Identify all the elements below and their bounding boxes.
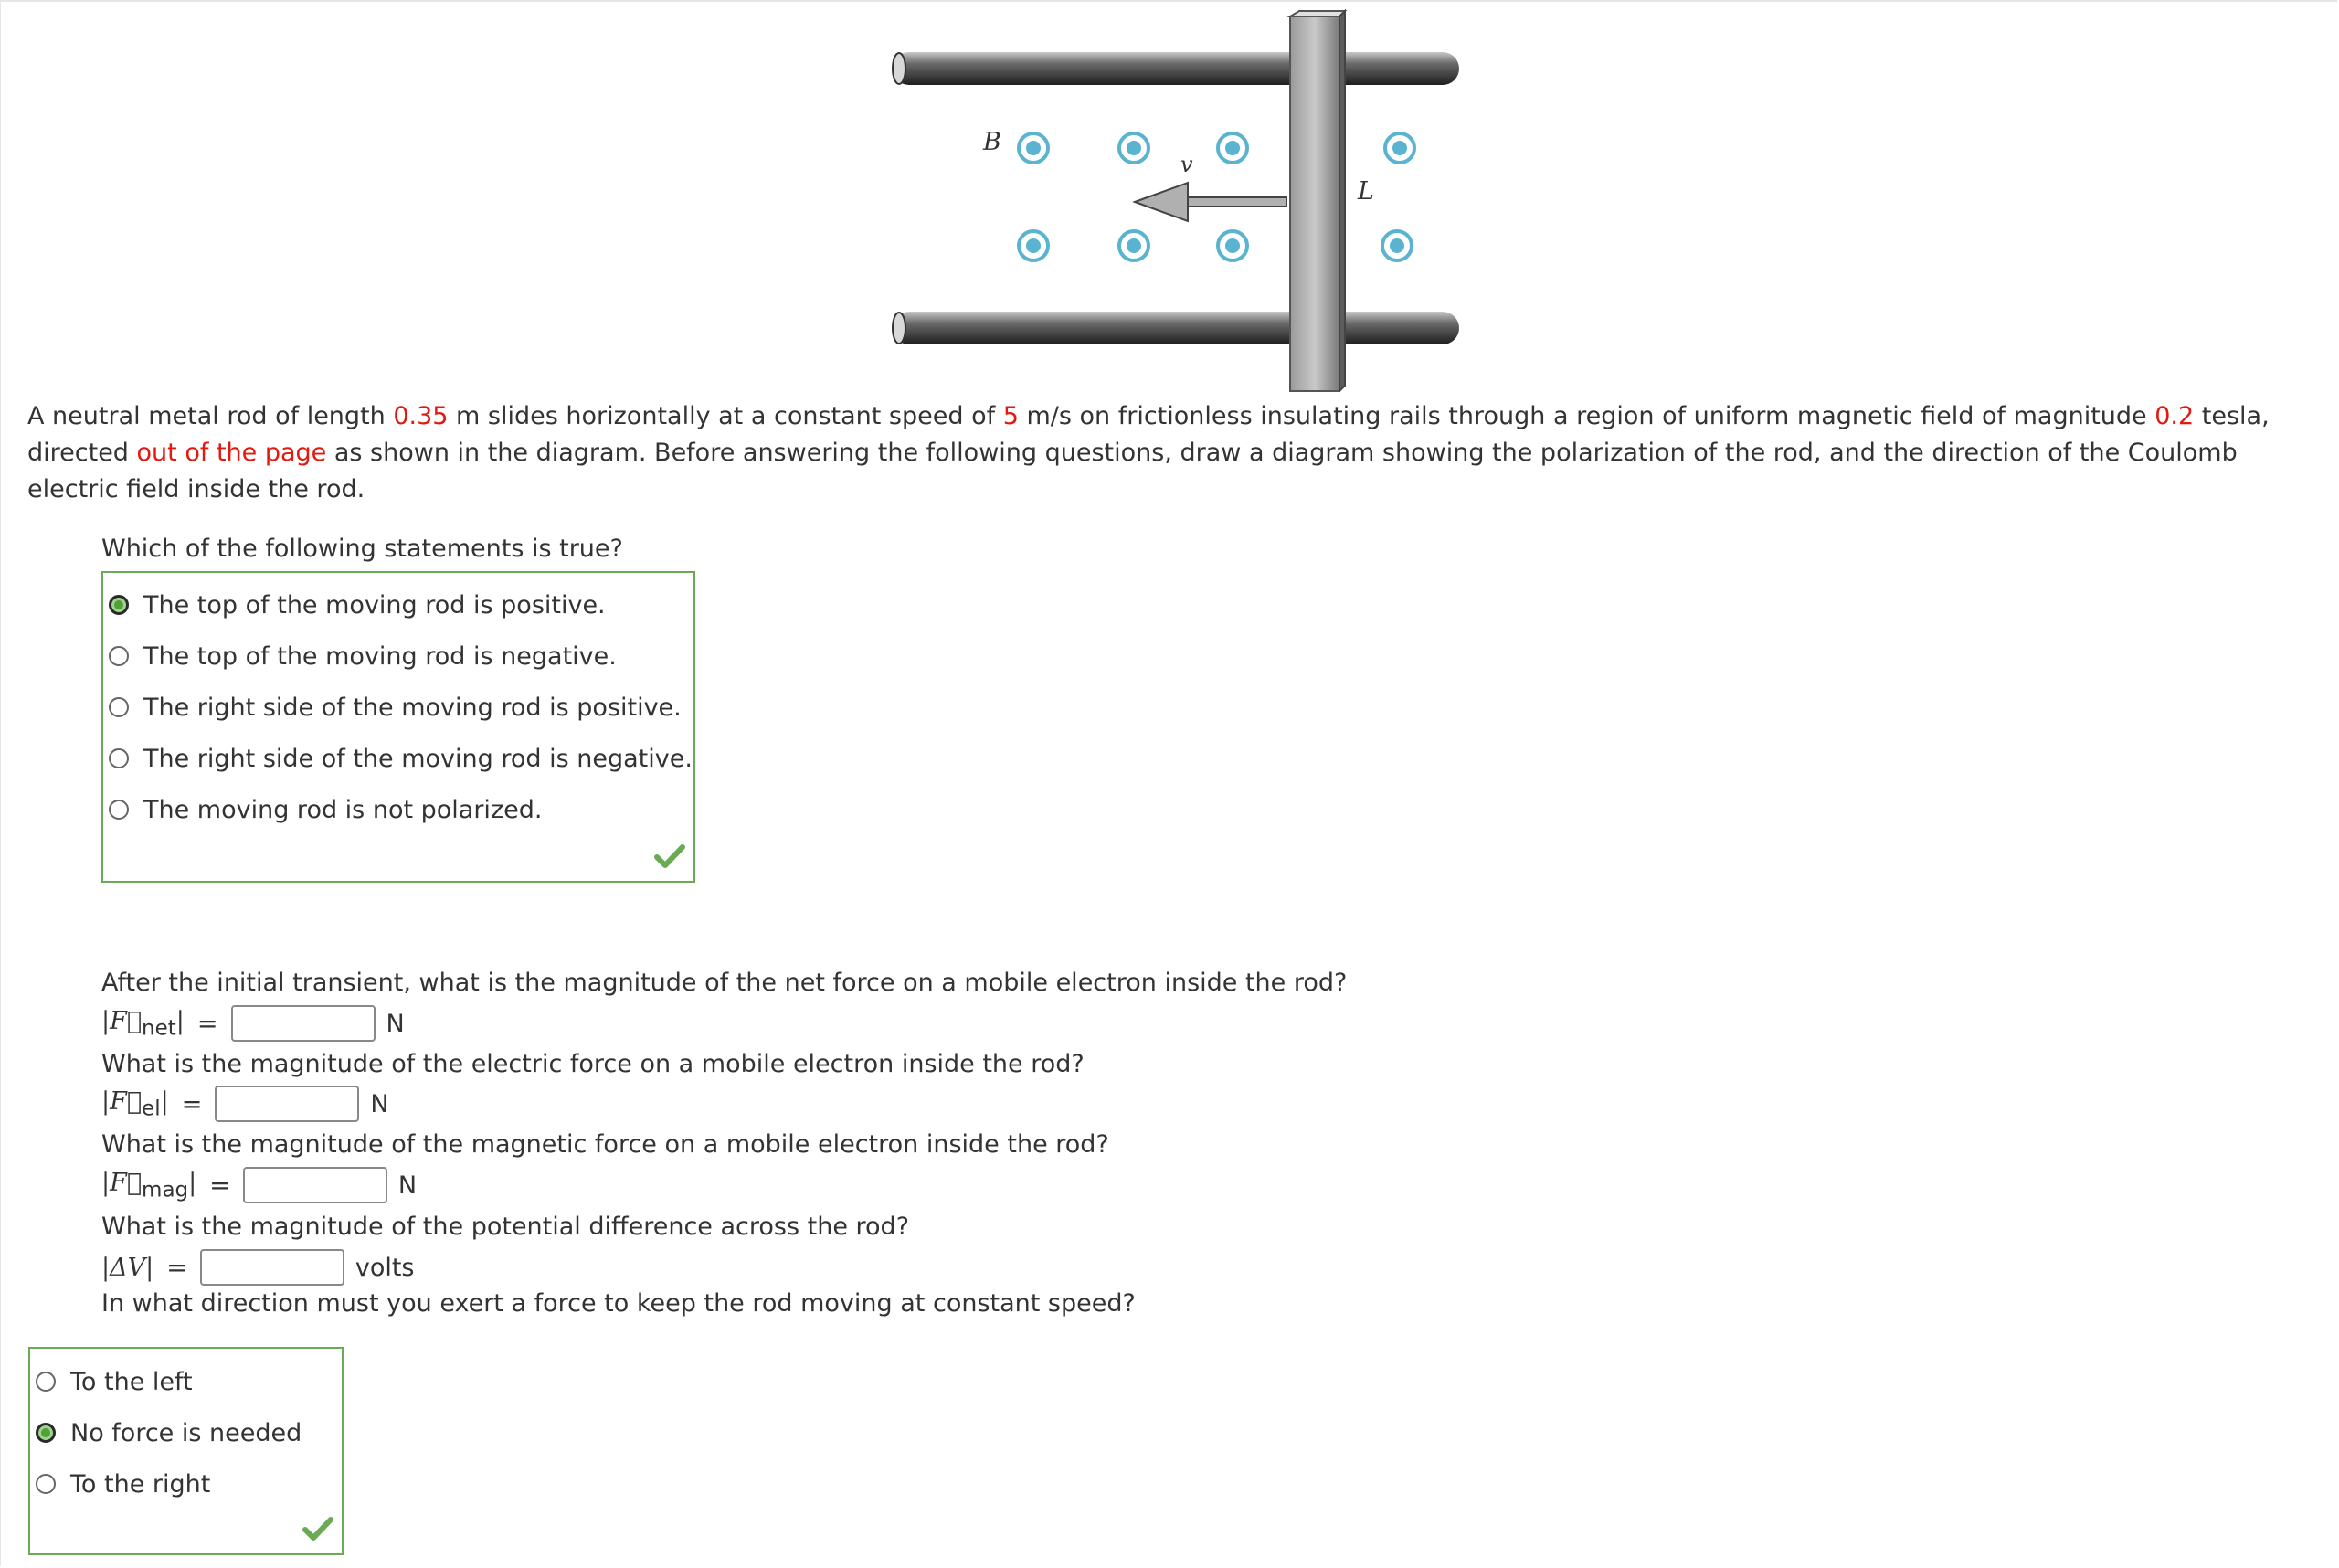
dv-input[interactable] [200,1249,344,1286]
rod-rails-diagram [877,9,1462,393]
field-magnitude-value: 0.2 [2154,402,2195,430]
q6-option[interactable]: No force is needed [36,1414,302,1451]
radio-icon[interactable] [36,1372,56,1392]
q2-prompt: After the initial transient, what is the magnitude of the net force on a mobile electron inside the rod? [101,969,1348,997]
field-direction-value: out of the page [136,439,327,467]
q1-option[interactable]: The top of the moving rod is negative. [109,638,617,674]
dv-unit: volts [355,1253,415,1282]
radio-icon[interactable] [109,800,129,820]
field-dot [1119,231,1148,260]
q4-prompt: What is the magnitude of the magnetic force on a mobile electron inside the rod? [101,1130,1109,1159]
rod-speed-value: 5 [1002,402,1019,430]
correct-check-icon [302,1516,333,1542]
rod-length-value: 0.35 [393,402,449,430]
fmag-label: $|F_{mag}|$ [101,1168,197,1202]
q6-option[interactable]: To the right [36,1466,210,1502]
field-dot [1385,133,1414,163]
field-dot [1019,133,1048,163]
fmag-row: $|F_{mag}|$ = N [101,1168,418,1202]
field-dot [1218,231,1247,260]
problem-statement: A neutral metal rod of length 0.35 m slides horizontally at a constant speed of 5 m/s on frictionless insulating rails through a region of uniform magnetic field of magnitude 0.2 tesla, directed out of the page as shown in the diagram. Before answering the following questions, draw a diagram showing the polarization of the rod, and the direction of the Coulomb electric field inside the rod. [27,402,2270,503]
metal-rod [1290,11,1345,391]
fnet-input[interactable] [231,1005,376,1042]
dv-row: |ΔV| = volts [101,1247,415,1287]
length-label: L [1358,177,1374,206]
q1-option[interactable]: The right side of the moving rod is negative. [109,740,693,777]
q6-option[interactable]: To the left [36,1363,193,1400]
fel-unit: N [370,1089,389,1118]
fmag-unit: N [397,1171,418,1200]
radio-selected-icon[interactable] [109,595,129,615]
velocity-label: v [1180,152,1193,177]
dv-label: |ΔV| [101,1253,154,1282]
q3-prompt: What is the magnitude of the electric force on a mobile electron inside the rod? [101,1050,1085,1078]
q1-answer-box [101,571,695,883]
radio-selected-icon[interactable] [36,1423,56,1443]
fel-row: $|F_{el}|$ = N [101,1086,389,1121]
q1-option[interactable]: The right side of the moving rod is positive. [109,689,682,726]
radio-icon[interactable] [109,697,129,717]
fnet-row: $|F_{net}|$ = N [101,1006,405,1041]
field-dot [1218,133,1247,163]
fel-input[interactable] [215,1086,359,1122]
q6-prompt: In what direction must you exert a force to keep the rod moving at constant speed? [101,1289,1136,1318]
q1-option[interactable]: The top of the moving rod is positive. [109,587,606,623]
fmag-input[interactable] [243,1167,387,1203]
field-dot [1119,133,1148,163]
top-rail [893,52,1459,85]
velocity-arrow-icon [1135,183,1286,221]
bottom-rail [893,312,1459,344]
q1-prompt: Which of the following statements is true? [101,535,623,563]
fnet-label: $|F_{net}|$ [101,1006,185,1041]
q6-answer-box [28,1347,344,1555]
field-dot [1382,231,1412,260]
fel-label: $|F_{el}|$ [101,1086,169,1121]
radio-icon[interactable] [109,646,129,666]
radio-icon[interactable] [109,748,129,768]
correct-check-icon [654,843,685,869]
field-dot [1019,231,1048,260]
q5-prompt: What is the magnitude of the potential difference across the rod? [101,1213,910,1241]
fnet-unit: N [386,1009,405,1038]
q1-option[interactable]: The moving rod is not polarized. [109,791,542,828]
radio-icon[interactable] [36,1474,56,1494]
field-label: B [983,128,1001,156]
